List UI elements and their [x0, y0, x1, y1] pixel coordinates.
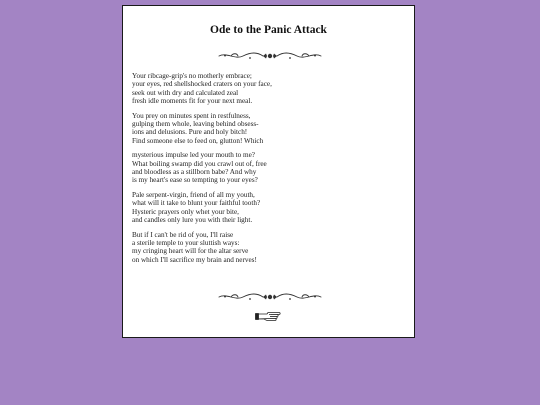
- poem-line: seek out with dry and calculated zeal: [132, 88, 239, 97]
- poem-line: and candles only lure you with their light.: [132, 216, 253, 225]
- flourish-divider-icon: [217, 50, 323, 62]
- poem-body: [132, 72, 402, 270]
- stanza: [132, 231, 402, 265]
- poem-line: Find someone else to feed on, glutton! Which: [132, 136, 264, 145]
- stanza: [132, 151, 402, 185]
- poem-line: mysterious impulse led your mouth to me?: [132, 151, 255, 160]
- poem-line: ions and delusions. Pure and holy bitch!: [132, 128, 248, 137]
- flourish-divider-icon: [217, 291, 323, 303]
- poem-line: on which I'll sacrifice my brain and nerves!: [132, 255, 257, 264]
- poem-line: What boiling swamp did you crawl out of, free: [132, 159, 267, 168]
- poem-line: your eyes, red shellshocked craters on your face,: [132, 80, 272, 89]
- poem-line: a sterile temple to your sluttish ways:: [132, 238, 240, 247]
- poem-line: You prey on minutes spent in restfulness,: [132, 111, 251, 120]
- stanza: [132, 112, 402, 146]
- pointing-hand-icon: [255, 309, 285, 325]
- poem-line: is my heart's ease so tempting to your eyes?: [132, 176, 258, 185]
- poem-line: Hysteric prayers only whet your bite,: [132, 207, 239, 216]
- stanza: [132, 191, 402, 225]
- poem-line: But if I can't be rid of you, I'll raise: [132, 230, 234, 239]
- poem-page: [122, 5, 415, 338]
- poem-line: gulping them whole, leaving behind obsess-: [132, 120, 259, 129]
- poem-title: Ode to the Panic Attack: [210, 24, 327, 36]
- poem-line: what will it take to blunt your faithful tooth?: [132, 199, 261, 208]
- stanza: [132, 72, 402, 106]
- poem-line: fresh idle moments fit for your next meal.: [132, 97, 253, 106]
- poem-line: and bloodless as a stillborn babe? And why: [132, 168, 257, 177]
- poem-line: Your ribcage-grip's no motherly embrace;: [132, 72, 252, 80]
- poem-line: Pale serpent-virgin, friend of all my youth,: [132, 190, 255, 199]
- poem-line: my cringing heart will for the altar serve: [132, 247, 249, 256]
